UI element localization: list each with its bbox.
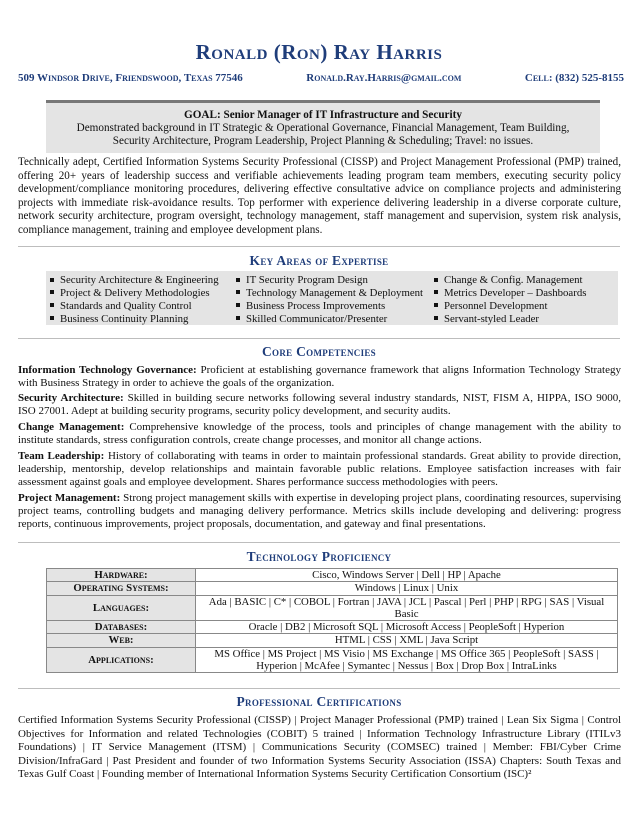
list-item: Security Architecture & Engineering [46,274,219,287]
competency-label: Security Architecture: [18,392,124,404]
table-cell-label: Applications: [47,647,196,673]
contact-line [18,72,624,84]
competency-label: Change Management: [18,421,125,433]
competency-text: History of collaborating with teams in order to maintain professional standards. Great ability to provide direction, leadership, mentorship, develop relationships and maintain favorable public relations. Employee satisfaction increases with fair assessment against goals and employee development. Shares performance success methodologies with peers. [18,450,621,488]
competency-team-leadership [18,450,621,488]
list-item: Personnel Development [430,300,586,313]
table-cell-label: Operating Systems: [47,582,196,595]
email-link[interactable]: Ronald.Ray.Harris@gmail.com [306,72,462,84]
technology-table [46,568,618,673]
list-item: Servant-styled Leader [430,313,586,326]
competency-security-architecture [18,392,621,418]
section-divider [18,542,620,543]
list-item: Technology Management & Deployment [232,287,423,300]
certifications-heading: Professional Certifications [236,694,402,709]
goal-line-1: Demonstrated background in IT Strategic & Operational Governance, Financial Management, Team Building, [76,122,570,134]
bullet-icon [50,303,54,307]
table-cell-label: Web: [47,634,196,647]
competency-label: Information Technology Governance: [18,364,197,376]
summary-paragraph: Technically adept, Certified Information Systems Security Professional (CISSP) and Project Management Professional (PMP) trained, offering 20+ years of leadership success and verifiable achievements leading program team members, executing security policy development/compliance monitoring procedures, delivering effective consultative advice on compliance projects and administering projects with immediate risk-avoidance results. Top performer with experience delivering leadership in a diverse corporate culture, network security architecture, program oversight, technology management, staff management and supervision, system risk analysis, compliance management, training and employee development plans. [18,156,621,236]
list-item: Change & Config. Management [430,274,586,287]
cell-phone: Cell: (832) 525-8155 [524,72,624,84]
competency-governance [18,364,621,390]
expertise-column-2 [232,274,423,326]
competencies-heading: Core Competencies [262,344,376,359]
bullet-icon [434,278,438,282]
list-item: Business Process Improvements [232,300,423,313]
competency-text: Proficient at establishing governance framework that aligns Information Technology Strategy with Business Strategy in order to achieve the goals of the organization. [18,364,621,389]
candidate-name: Ronald (Ron) Ray Harris [195,40,443,64]
goal-line-2: Security Architecture, Program Leadership, Project Planning & Scheduling; Travel: no issues. [112,135,534,147]
table-row [47,634,618,647]
competency-label: Project Management: [18,492,121,504]
table-cell-label: Languages: [47,595,196,621]
bullet-icon [434,303,438,307]
address: 509 Windsor Drive, Friendswood, Texas 77546 [18,72,243,84]
competency-project-management [18,492,621,530]
list-item: Standards and Quality Control [46,300,219,313]
goal-box [46,100,600,153]
table-cell-label: Hardware: [47,569,196,582]
competency-text: Comprehensive knowledge of the process, tools and principles of change management with the ability to institute standards, stress configuration controls, create change processes, and monitor all change actions. [18,421,622,446]
goal-title: GOAL: Senior Manager of IT Infrastructure and Security [184,109,462,121]
list-item: Business Continuity Planning [46,313,219,326]
table-cell-value: Windows | Linux | Unix [196,582,618,595]
expertise-column-3 [430,274,586,326]
certifications-paragraph: Certified Information Systems Security Professional (CISSP) | Project Manager Professional (PMP) trained | Lean Six Sigma | Control Objectives for Information and related Technologies (COBIT) 5 trained | Information Technology Infrastructure Library (ITILv3 Foundations) | IT Service Management (ITSM) | Communications Security (COMSEC) trained | Member: FBI/Cyber Crime Division/InfraGard | Past President and founder of two Information Systems Security Association (ISSA) Chapters: South Texas and Texas Gulf Coast | Founding member of International Information Systems Security Certification Consortium (ISC)² [18,714,621,781]
table-row [47,647,618,673]
expertise-box [46,271,618,325]
table-cell-value: HTML | CSS | XML | Java Script [196,634,618,647]
bullet-icon [236,316,240,320]
technology-heading: Technology Proficiency [246,549,392,564]
table-cell-value: MS Office | MS Project | MS Visio | MS Exchange | MS Office 365 | PeopleSoft | SASS | Hyperion | McAfee | Symantec | Nessus | Box | Drop Box | IntraLinks [196,647,618,673]
table-row [47,582,618,595]
section-divider [18,338,620,339]
table-cell-value: Oracle | DB2 | Microsoft SQL | Microsoft Access | PeopleSoft | Hyperion [196,621,618,634]
table-row [47,569,618,582]
section-divider [18,688,620,689]
bullet-icon [50,316,54,320]
list-item: IT Security Program Design [232,274,423,287]
list-item: Skilled Communicator/Presenter [232,313,423,326]
table-cell-value: Ada | BASIC | C* | COBOL | Fortran | JAVA | JCL | Pascal | Perl | PHP | RPG | SAS | Visual Basic [196,595,618,621]
competency-change-management [18,421,621,447]
section-divider [18,246,620,247]
expertise-heading: Key Areas of Expertise [249,253,389,268]
bullet-icon [50,290,54,294]
table-row [47,621,618,634]
bullet-icon [434,316,438,320]
bullet-icon [434,290,438,294]
competency-label: Team Leadership: [18,450,105,462]
table-cell-value: Cisco, Windows Server | Dell | HP | Apache [196,569,618,582]
competency-text: Strong project management skills with expertise in developing project plans, coordinating resources, supervising project teams, controlling budgets and managing delivery performance. Metrics skills include developing and delivering: progress reports, continuous improvements, project proposals, documentation, and gateway and final presentations. [18,492,621,530]
expertise-column-1 [46,274,219,326]
bullet-icon [50,278,54,282]
list-item: Project & Delivery Methodologies [46,287,219,300]
bullet-icon [236,290,240,294]
table-cell-label: Databases: [47,621,196,634]
competency-text: Skilled in building secure networks following several industry standards, NIST, FISM A, HIPPA, ISO 9000, ISO 27001. Adept at building security programs, security policy development, and security audits. [18,392,621,417]
list-item: Metrics Developer – Dashboards [430,287,586,300]
bullet-icon [236,303,240,307]
bullet-icon [236,278,240,282]
table-row [47,595,618,621]
